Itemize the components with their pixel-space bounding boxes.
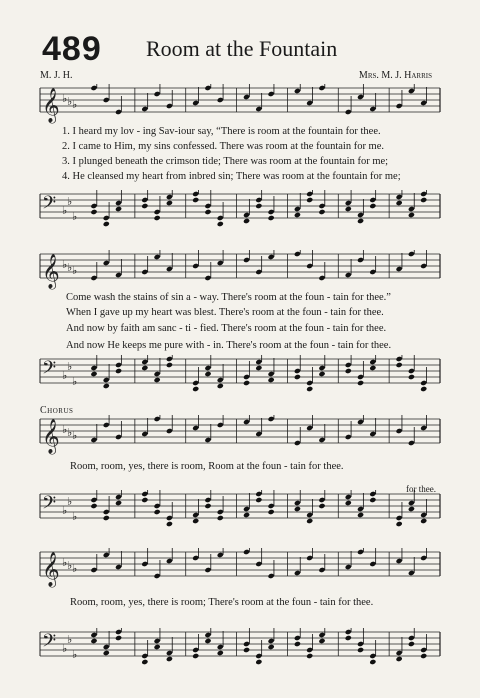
svg-text:♭: ♭	[62, 556, 68, 569]
chorus-line-1: Room, room, yes, there is room, Room at the foun - tain for thee.	[70, 461, 344, 472]
svg-text:♭: ♭	[62, 423, 68, 436]
chorus-label: Chorus	[40, 405, 74, 416]
verse-1-line-1: 1. I heard my lov - ing Sav-iour say, “There is room at the fountain for thee.	[62, 126, 381, 137]
svg-text:♭: ♭	[67, 261, 73, 274]
hymn-title: Room at the Fountain	[146, 36, 338, 61]
svg-text:𝄞: 𝄞	[42, 419, 60, 454]
bass-for-thee: for thee.	[406, 484, 436, 494]
verse-2-line-2: When I gave up my heart was blest. There's room at the foun - tain for thee.	[66, 307, 384, 318]
svg-text:♭: ♭	[62, 504, 68, 517]
svg-text:♭: ♭	[67, 195, 73, 208]
svg-text:♭: ♭	[67, 559, 73, 572]
svg-text:𝄢: 𝄢	[42, 358, 57, 383]
treble-staff-4	[0, 548, 480, 588]
treble-staff-2	[0, 250, 480, 290]
svg-text:𝄞: 𝄞	[42, 88, 60, 123]
svg-text:𝄢: 𝄢	[42, 631, 57, 656]
bass-staff-2	[0, 355, 480, 397]
verse-1-line-2: Come wash the stains of sin a - way. There's room at the foun - tain for thee.”	[66, 292, 391, 303]
verse-4-line-2: And now He keeps me pure with - in. There's room at the foun - tain for thee.	[66, 340, 392, 351]
chorus-line-2: Room, room, yes, there is room; There's room at the foun - tain for thee.	[70, 597, 374, 608]
bass-staff-3	[0, 490, 480, 532]
hymn-number: 489	[42, 30, 102, 68]
svg-text:𝄢: 𝄢	[42, 493, 57, 518]
svg-text:♭: ♭	[72, 98, 78, 111]
bass-staff-4	[0, 628, 480, 670]
svg-text:♭: ♭	[72, 510, 78, 523]
svg-text:♭: ♭	[62, 369, 68, 382]
svg-text:♭: ♭	[62, 204, 68, 217]
treble-staff-1	[0, 84, 480, 124]
svg-text:♭: ♭	[72, 562, 78, 575]
bass-staff-1	[0, 190, 480, 232]
svg-text:♭: ♭	[67, 426, 73, 439]
composer-credit: M. J. H.	[40, 70, 73, 81]
svg-text:♭: ♭	[62, 258, 68, 271]
svg-text:♭: ♭	[67, 495, 73, 508]
author-credit: Mrs. M. J. Harris	[358, 70, 432, 81]
svg-text:♭: ♭	[62, 642, 68, 655]
svg-text:𝄢: 𝄢	[42, 193, 57, 218]
svg-text:𝄞: 𝄞	[42, 552, 60, 587]
svg-text:♭: ♭	[67, 360, 73, 373]
svg-text:♭: ♭	[62, 92, 68, 105]
svg-text:♭: ♭	[72, 375, 78, 388]
svg-text:♭: ♭	[72, 210, 78, 223]
verse-3-line-2: And now by faith am sanc - ti - fied. There's room at the foun - tain for thee.	[66, 323, 387, 334]
svg-text:♭: ♭	[72, 264, 78, 277]
verse-4-line-1: 4. He cleansed my heart from inbred sin; There was room at the fountain for me;	[62, 171, 401, 182]
treble-staff-3	[0, 415, 480, 455]
svg-text:♭: ♭	[72, 429, 78, 442]
verse-3-line-1: 3. I plunged beneath the crimson tide; There was room at the fountain for me;	[62, 156, 389, 167]
verse-2-line-1: 2. I came to Him, my sins confessed. There was room at the fountain for me.	[62, 141, 385, 152]
svg-text:♭: ♭	[72, 648, 78, 661]
svg-text:𝄞: 𝄞	[42, 254, 60, 289]
svg-text:♭: ♭	[67, 95, 73, 108]
svg-text:♭: ♭	[67, 633, 73, 646]
